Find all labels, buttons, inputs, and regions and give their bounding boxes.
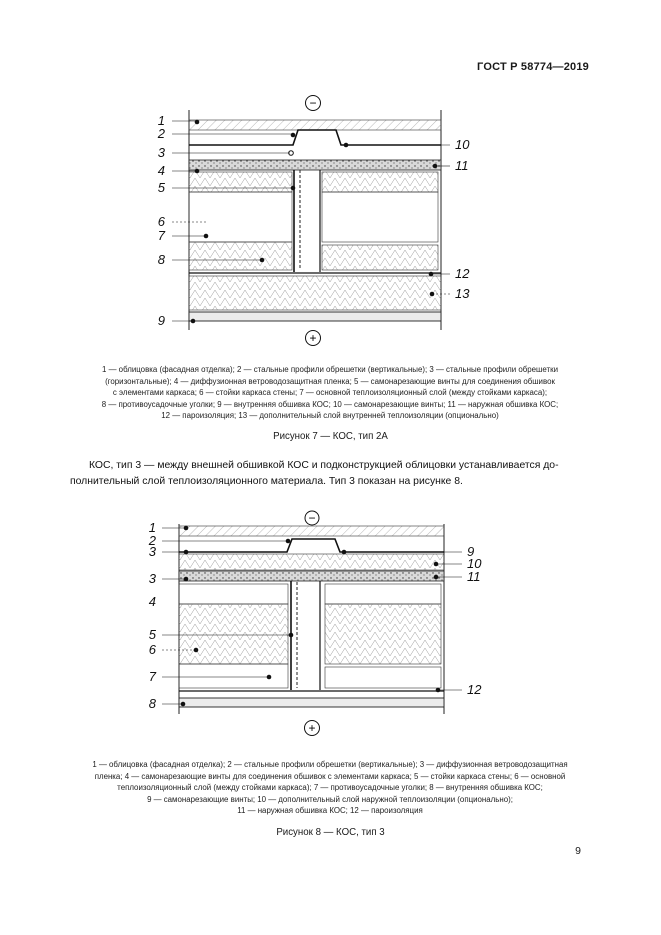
standard-number: ГОСТ Р 58774—2019 — [477, 61, 589, 73]
fig8-label: 12 — [467, 682, 482, 697]
plus-sign: + — [308, 721, 316, 735]
fig8-label: 3 — [148, 544, 156, 559]
fig8-label: 2 — [148, 533, 156, 548]
legend-line: 1 — облицовка (фасадная отделка); 2 — стальные профили обрешетки (вертикальные); 3 — стальные профили обрешетки — [102, 365, 558, 374]
fig7-label: 6 — [157, 214, 165, 229]
fig8-label: 11 — [467, 569, 481, 584]
fig8-label: 7 — [148, 669, 156, 684]
paragraph-line: КОС, тип 3 — между внешней обшивкой КОС и подконструкцией облицовки устанавливается до- — [89, 460, 559, 471]
figure-8-legend — [55, 759, 605, 817]
figure-7-drawing — [0, 90, 661, 345]
fig7-label: 13 — [455, 286, 470, 301]
legend-line: 12 — пароизоляция; 13 — дополнительный слой внутренней теплоизоляции (опционально) — [161, 411, 499, 421]
fig7-label: 12 — [455, 266, 470, 281]
legend-line: с элементами каркаса; 6 — стойки каркаса стены; 7 — основной теплоизоляционный слой (между стойками каркаса); — [112, 388, 548, 398]
figure-7-legend — [60, 364, 600, 422]
fig8-label: 10 — [467, 556, 482, 571]
fig7-label: 5 — [157, 180, 165, 195]
legend-line: пленка; 4 — самонарезающие винты для соединения обшивок с элементами каркаса; 5 — стойки каркаса стены; 6 — основной — [94, 771, 566, 781]
figure-8-drawing — [0, 512, 661, 752]
fig8-label: 4 — [148, 594, 156, 609]
fig7-label: 3 — [157, 145, 165, 160]
page-number: 9 — [575, 845, 581, 857]
fig8-label: 5 — [148, 627, 156, 642]
fig8-label: 3 — [148, 571, 156, 586]
legend-line: 11 — наружная обшивка КОС; 12 — пароизоляция — [237, 806, 423, 816]
fig7-label: 1 — [157, 113, 165, 128]
legend-line: 8 — противоусадочные уголки; 9 — внутренняя обшивка КОС; 10 — самонарезающие винты; 11 — наружная обшивка КОС; — [101, 399, 559, 409]
fig7-label: 8 — [157, 252, 165, 267]
fig8-label: 6 — [148, 642, 156, 657]
minus-sign: − — [308, 511, 316, 525]
fig8-label: 9 — [467, 544, 475, 559]
paragraph-line: полнительный слой теплоизоляционного материала. Тип 3 показан на рисунке 8. — [70, 476, 463, 487]
legend-line: (горизонтальные); 4 — диффузионная ветроводозащитная пленка; 5 — самонарезающие винты для соединения обшивок — [105, 376, 555, 386]
fig7-label: 11 — [455, 158, 469, 173]
fig7-label: 4 — [157, 163, 165, 178]
legend-line: 1 — облицовка (фасадная отделка); 2 — стальные профили обрешетки (вертикальные); 3 — диффузионная ветроводозащитная — [92, 760, 568, 769]
minus-sign: − — [309, 96, 317, 110]
fig7-label: 10 — [455, 137, 470, 152]
plus-sign: + — [309, 331, 317, 345]
fig8-label: 1 — [148, 520, 156, 535]
fig7-label: 7 — [157, 228, 165, 243]
fig8-label: 8 — [148, 696, 156, 711]
legend-line: теплоизоляционный слой (между стойками каркаса); 7 — противоусадочные уголки; 8 — внутренняя обшивка КОС; — [117, 783, 543, 793]
legend-line: 9 — самонарезающие винты; 10 — дополнительный слой наружной теплоизоляции (опционально); — [147, 794, 513, 804]
fig7-label: 2 — [157, 126, 165, 141]
fig7-label: 9 — [157, 313, 165, 328]
figure-8-caption: Рисунок 8 — КОС, тип 3 — [276, 827, 385, 838]
figure-7-caption: Рисунок 7 — КОС, тип 2А — [273, 431, 388, 442]
